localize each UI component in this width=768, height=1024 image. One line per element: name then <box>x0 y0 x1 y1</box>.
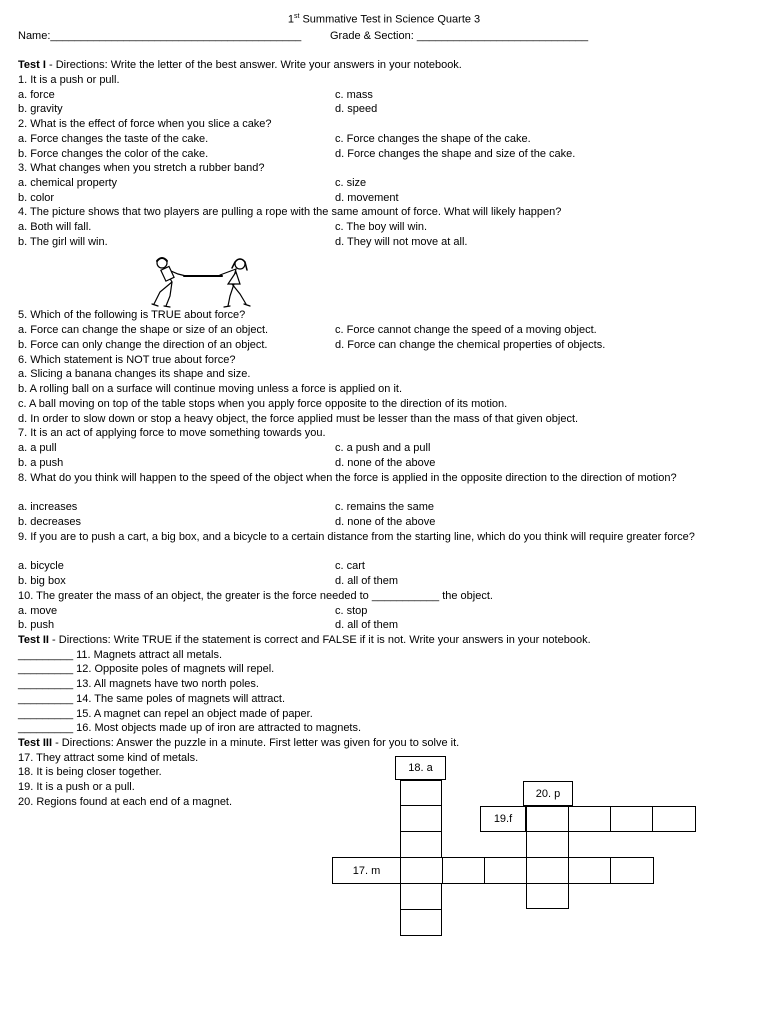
question-8: 8. What do you think will happen to the speed of the object when the force is applied in the opposite direction to the direction of motion? <box>18 472 677 484</box>
statement-15: _________ 15. A magnet can repel an object made of paper. <box>18 708 313 720</box>
q7-option-d: d. none of the above <box>335 457 436 469</box>
clue-17: 17. They attract some kind of metals. <box>18 752 199 764</box>
q1-option-a: a. force <box>18 89 55 101</box>
q6-option-b: b. A rolling ball on a surface will continue moving unless a force is applied on it. <box>18 383 402 395</box>
title-text: Summative Test in Science Quarte 3 <box>299 13 481 26</box>
clue-label-19: 19.f <box>480 806 526 832</box>
q5-option-d: d. Force can change the chemical properties of objects. <box>335 339 606 351</box>
q3-option-b: b. color <box>18 192 55 204</box>
statement-12: _________ 12. Opposite poles of magnets will repel. <box>18 663 275 675</box>
boy-figure <box>152 258 186 307</box>
crossword-cell[interactable] <box>400 805 442 832</box>
q10-option-c: c. stop <box>335 605 368 617</box>
crossword-cell[interactable] <box>568 857 611 884</box>
page-title <box>0 13 768 26</box>
grade-section-line: Grade & Section: ____________________________ <box>330 30 589 42</box>
clue-19: 19. It is a push or a pull. <box>18 781 135 793</box>
q7-option-c: c. a push and a pull <box>335 442 431 454</box>
q8-option-b: b. decreases <box>18 516 81 528</box>
tug-of-war-image <box>148 254 256 310</box>
q3-option-c: c. size <box>335 177 367 189</box>
q4-option-a: a. Both will fall. <box>18 221 92 233</box>
question-2: 2. What is the effect of force when you slice a cake? <box>18 118 272 130</box>
name-field-line: Name:_________________________________________ <box>18 30 302 42</box>
clue-label-18: 18. a <box>395 756 446 780</box>
q9-option-c: c. cart <box>335 560 365 572</box>
q7-option-b: b. a push <box>18 457 64 469</box>
question-4: 4. The picture shows that two players are pulling a rope with the same amount of force. What will likely happen? <box>18 206 562 218</box>
q9-option-b: b. big box <box>18 575 66 587</box>
test2-label: Test II <box>18 634 49 646</box>
q1-option-c: c. mass <box>335 89 373 101</box>
q8-option-d: d. none of the above <box>335 516 436 528</box>
clue-18: 18. It is being closer together. <box>18 766 162 778</box>
q10-option-d: d. all of them <box>335 619 398 631</box>
crossword-cell[interactable] <box>400 909 442 936</box>
q2-option-b: b. Force changes the color of the cake. <box>18 148 209 160</box>
q8-option-a: a. increases <box>18 501 78 513</box>
q1-option-b: b. gravity <box>18 103 63 115</box>
q5-option-b: b. Force can only change the direction of an object. <box>18 339 268 351</box>
crossword-cell[interactable] <box>526 883 569 909</box>
question-7: 7. It is an act of applying force to move something towards you. <box>18 427 326 439</box>
q5-option-a: a. Force can change the shape or size of an object. <box>18 324 269 336</box>
crossword-cell[interactable] <box>652 806 696 832</box>
question-5: 5. Which of the following is TRUE about force? <box>18 309 246 321</box>
title-superscript: st <box>293 13 300 20</box>
question-9: 9. If you are to push a cart, a big box, and a bicycle to a certain distance from the starting line, which do you think will require greater force? <box>18 531 695 543</box>
question-1: 1. It is a push or pull. <box>18 74 120 86</box>
title-number: 1 <box>287 13 294 26</box>
clue-20: 20. Regions found at each end of a magnet. <box>18 796 233 808</box>
crossword-cell[interactable] <box>526 806 569 832</box>
crossword-cell[interactable] <box>442 857 485 884</box>
test1-label: Test I <box>18 59 46 71</box>
statement-14: _________ 14. The same poles of magnets will attract. <box>18 693 286 705</box>
statement-16: _________ 16. Most objects made up of iron are attracted to magnets. <box>18 722 362 734</box>
statement-11: _________ 11. Magnets attract all metals. <box>18 649 223 661</box>
q9-option-d: d. all of them <box>335 575 398 587</box>
q4-option-c: c. The boy will win. <box>335 221 428 233</box>
q3-option-a: a. chemical property <box>18 177 118 189</box>
crossword-cell[interactable] <box>484 857 527 884</box>
q10-option-a: a. move <box>18 605 58 617</box>
crossword-cell[interactable] <box>526 857 569 884</box>
crossword-cell[interactable] <box>400 831 442 858</box>
q10-option-b: b. push <box>18 619 55 631</box>
q4-option-b: b. The girl will win. <box>18 236 108 248</box>
test3-directions-text: - Directions: Answer the puzzle in a minute. First letter was given for you to solve it. <box>52 737 460 749</box>
crossword-cell[interactable] <box>400 780 442 806</box>
crossword-cell[interactable] <box>610 857 654 884</box>
clue-label-20: 20. p <box>523 781 573 806</box>
test2-directions-text: - Directions: Write TRUE if the statement is correct and FALSE if it is not. Write your answers in your notebook. <box>48 634 591 646</box>
q3-option-d: d. movement <box>335 192 399 204</box>
crossword-cell[interactable] <box>526 831 569 858</box>
question-10: 10. The greater the mass of an object, the greater is the force needed to ___________ the object. <box>18 590 493 602</box>
q1-option-d: d. speed <box>335 103 378 115</box>
q7-option-a: a. a pull <box>18 442 57 454</box>
test3-directions <box>18 736 459 750</box>
crossword-cell[interactable] <box>568 806 611 832</box>
q2-option-c: c. Force changes the shape of the cake. <box>335 133 531 145</box>
question-3: 3. What changes when you stretch a rubber band? <box>18 162 265 174</box>
q6-option-c: c. A ball moving on top of the table stops when you apply force opposite to the direction of its motion. <box>18 398 508 410</box>
q5-option-c: c. Force cannot change the speed of a moving object. <box>335 324 597 336</box>
crossword-cell[interactable] <box>400 883 442 910</box>
q6-option-d: d. In order to slow down or stop a heavy object, the force applied must be lesser than the mass of that given object. <box>18 413 579 425</box>
q9-option-a: a. bicycle <box>18 560 64 572</box>
test2-directions <box>18 633 591 647</box>
crossword-cell[interactable] <box>400 857 443 884</box>
q4-option-d: d. They will not move at all. <box>335 236 468 248</box>
statement-13: _________ 13. All magnets have two north poles. <box>18 678 259 690</box>
q6-option-a: a. Slicing a banana changes its shape and size. <box>18 368 251 380</box>
q8-option-c: c. remains the same <box>335 501 435 513</box>
test1-directions <box>18 58 462 72</box>
q2-option-a: a. Force changes the taste of the cake. <box>18 133 209 145</box>
test3-label: Test III <box>18 737 53 749</box>
clue-label-17: 17. m <box>332 857 401 884</box>
q2-option-d: d. Force changes the shape and size of the cake. <box>335 148 576 160</box>
question-6: 6. Which statement is NOT true about force? <box>18 354 236 366</box>
test1-directions-text: - Directions: Write the letter of the best answer. Write your answers in your notebook. <box>45 59 462 71</box>
crossword-cell[interactable] <box>610 806 653 832</box>
girl-figure <box>220 259 250 307</box>
